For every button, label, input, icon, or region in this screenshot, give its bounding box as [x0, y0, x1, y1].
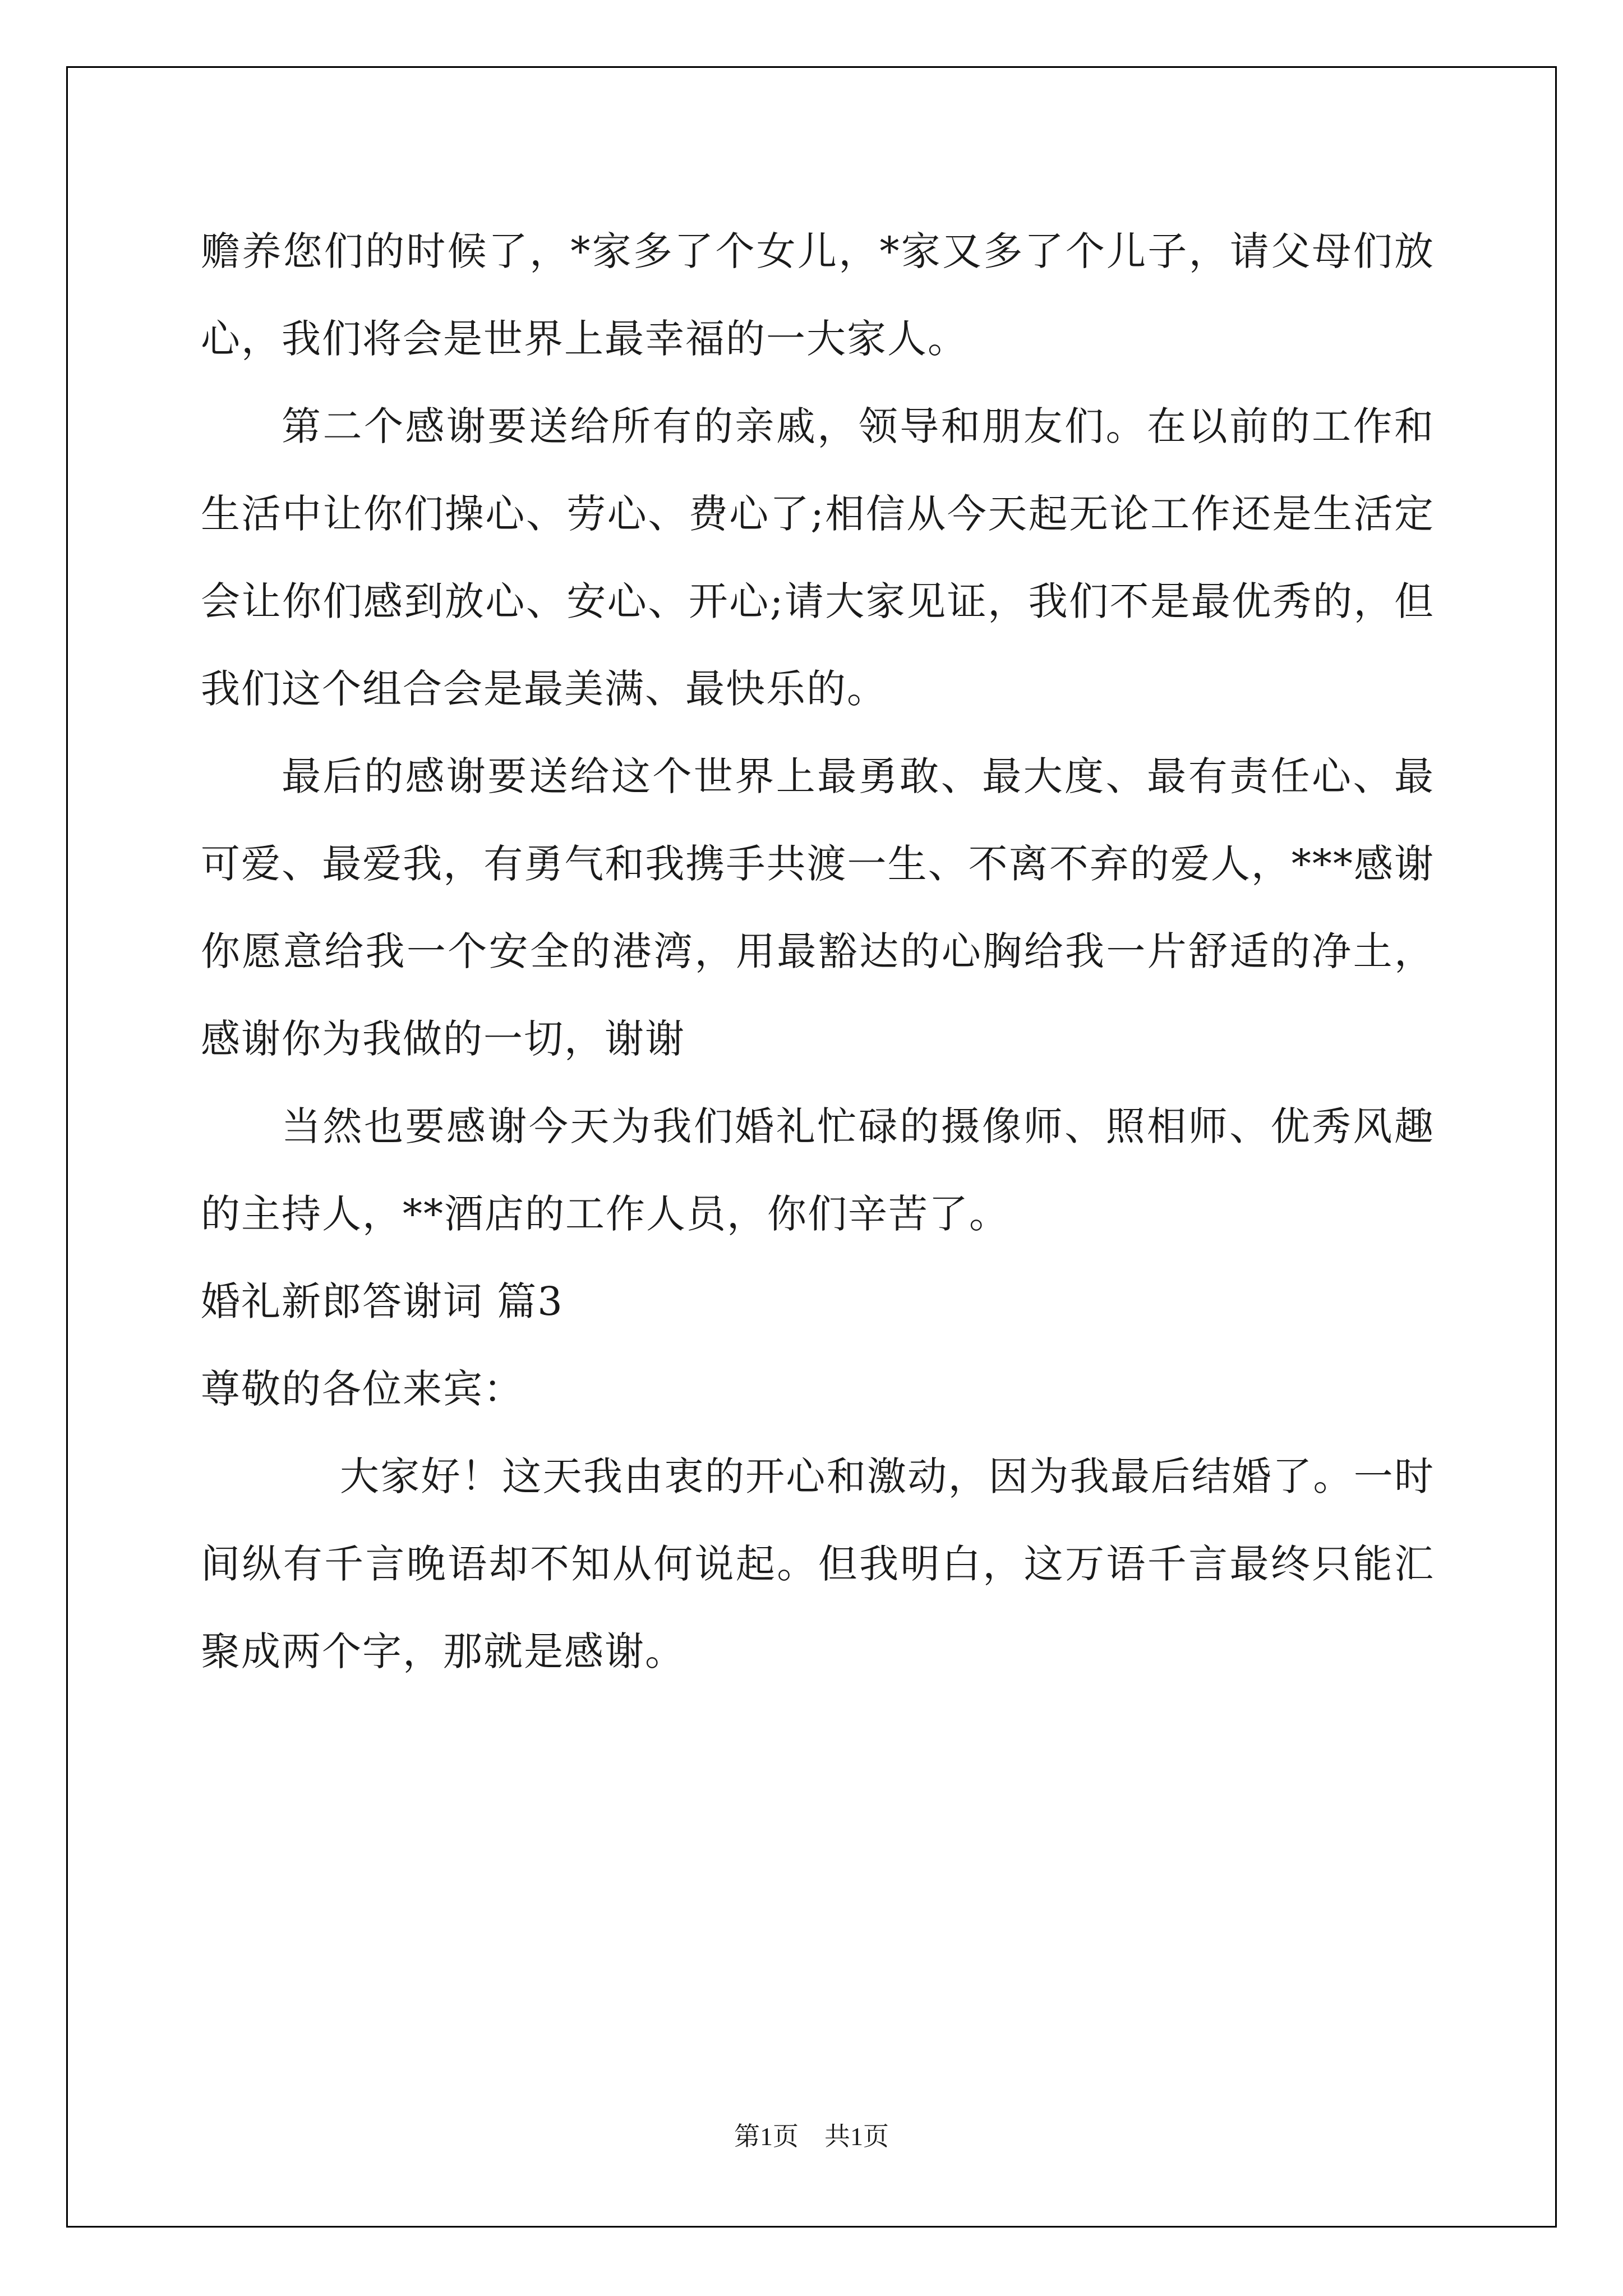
paragraph-continuation: 赡养您们的时候了，*家多了个女儿，*家又多了个儿子，请父母们放心，我们将会是世界上最幸福的一大家人。 [201, 228, 1435, 362]
document-body [201, 208, 1435, 1695]
paragraph-greeting: 大家好！这天我由衷的开心和激动，因为我最后结婚了。一时间纵有千言晚语却不知从何说起。但我明白，这万语千言最终只能汇聚成两个字，那就是感谢。 [201, 1453, 1435, 1674]
paragraph-thanks-relatives: 第二个感谢要送给所有的亲戚，领导和朋友们。在以前的工作和生活中让你们操心、劳心、费心了;相信从今天起无论工作还是生活定会让你们感到放心、安心、开心;请大家见证，我们不是最优秀的，但我们这个组合会是最美满、最快乐的。 [201, 403, 1435, 712]
section-heading: 婚礼新郎答谢词 篇3 [201, 1278, 564, 1324]
page-number: 第1页 共1页 [734, 2122, 889, 2151]
paragraph-thanks-staff: 当然也要感谢今天为我们婚礼忙碌的摄像师、照相师、优秀风趣的主持人，**酒店的工作人员，你们辛苦了。 [201, 1103, 1435, 1237]
salutation: 尊敬的各位来宾： [201, 1366, 524, 1412]
paragraph-thanks-spouse: 最后的感谢要送给这个世界上最勇敢、最大度、最有责任心、最可爱、最爱我，有勇气和我携手共渡一生、不离不弃的爱人，***感谢你愿意给我一个安全的港湾，用最豁达的心胸给我一片舒适的净土，感谢你为我做的一切，谢谢 [201, 753, 1435, 1062]
